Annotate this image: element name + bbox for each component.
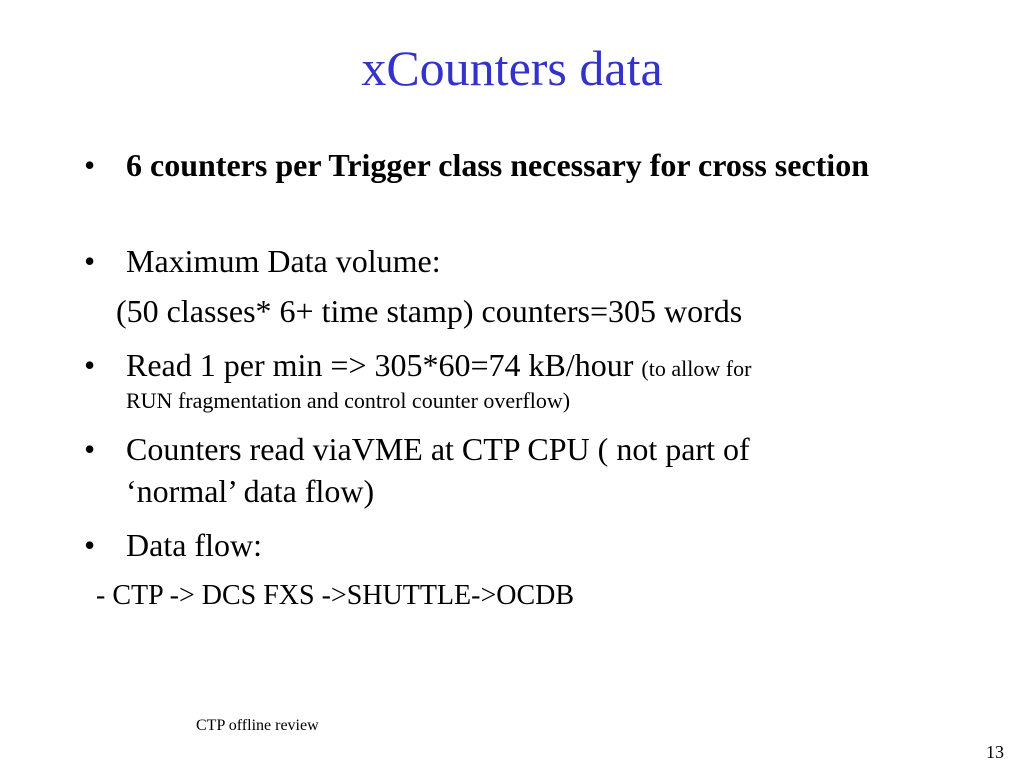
bullet-text-line-2: ‘normal’ data flow) [126,473,375,509]
bullet-item-3 [84,344,944,386]
bullet-text-block [126,344,944,386]
bullet-text: Read 1 per min => 305*60=74 kB/hour [126,347,634,383]
bullet-dot: • [84,347,96,383]
bullet-item-4 [84,428,944,512]
flow-detail-line: - CTP -> DCS FXS ->SHUTTLE->OCDB [96,580,575,611]
bullet-dot: • [84,431,96,467]
bullet-dot: • [84,527,96,563]
bullet-dot: • [84,243,96,279]
bullet-item-2 [84,240,944,282]
bullet-dot: • [84,147,96,183]
slide-footer: CTP offline review [196,717,319,734]
slide-title: xCounters data [361,40,663,96]
bullet-note-continued: RUN fragmentation and control counter overflow) [126,388,571,413]
page-number: 13 [986,742,1004,762]
bullet-text: Data flow: [126,527,262,563]
bullet-text: Maximum Data volume: [126,243,441,279]
bullet-text-line-1: Counters read viaVME at CTP CPU ( not part of [126,431,750,467]
bullet-text: 6 counters per Trigger class necessary for cross section [126,147,869,183]
bullet-note: (to allow for [641,356,752,381]
bullet-item-5 [84,524,944,566]
volume-detail-line: (50 classes* 6+ time stamp) counters=305 words [116,293,743,329]
bullet-item-1 [84,144,944,186]
bullet-text-block [126,428,944,512]
